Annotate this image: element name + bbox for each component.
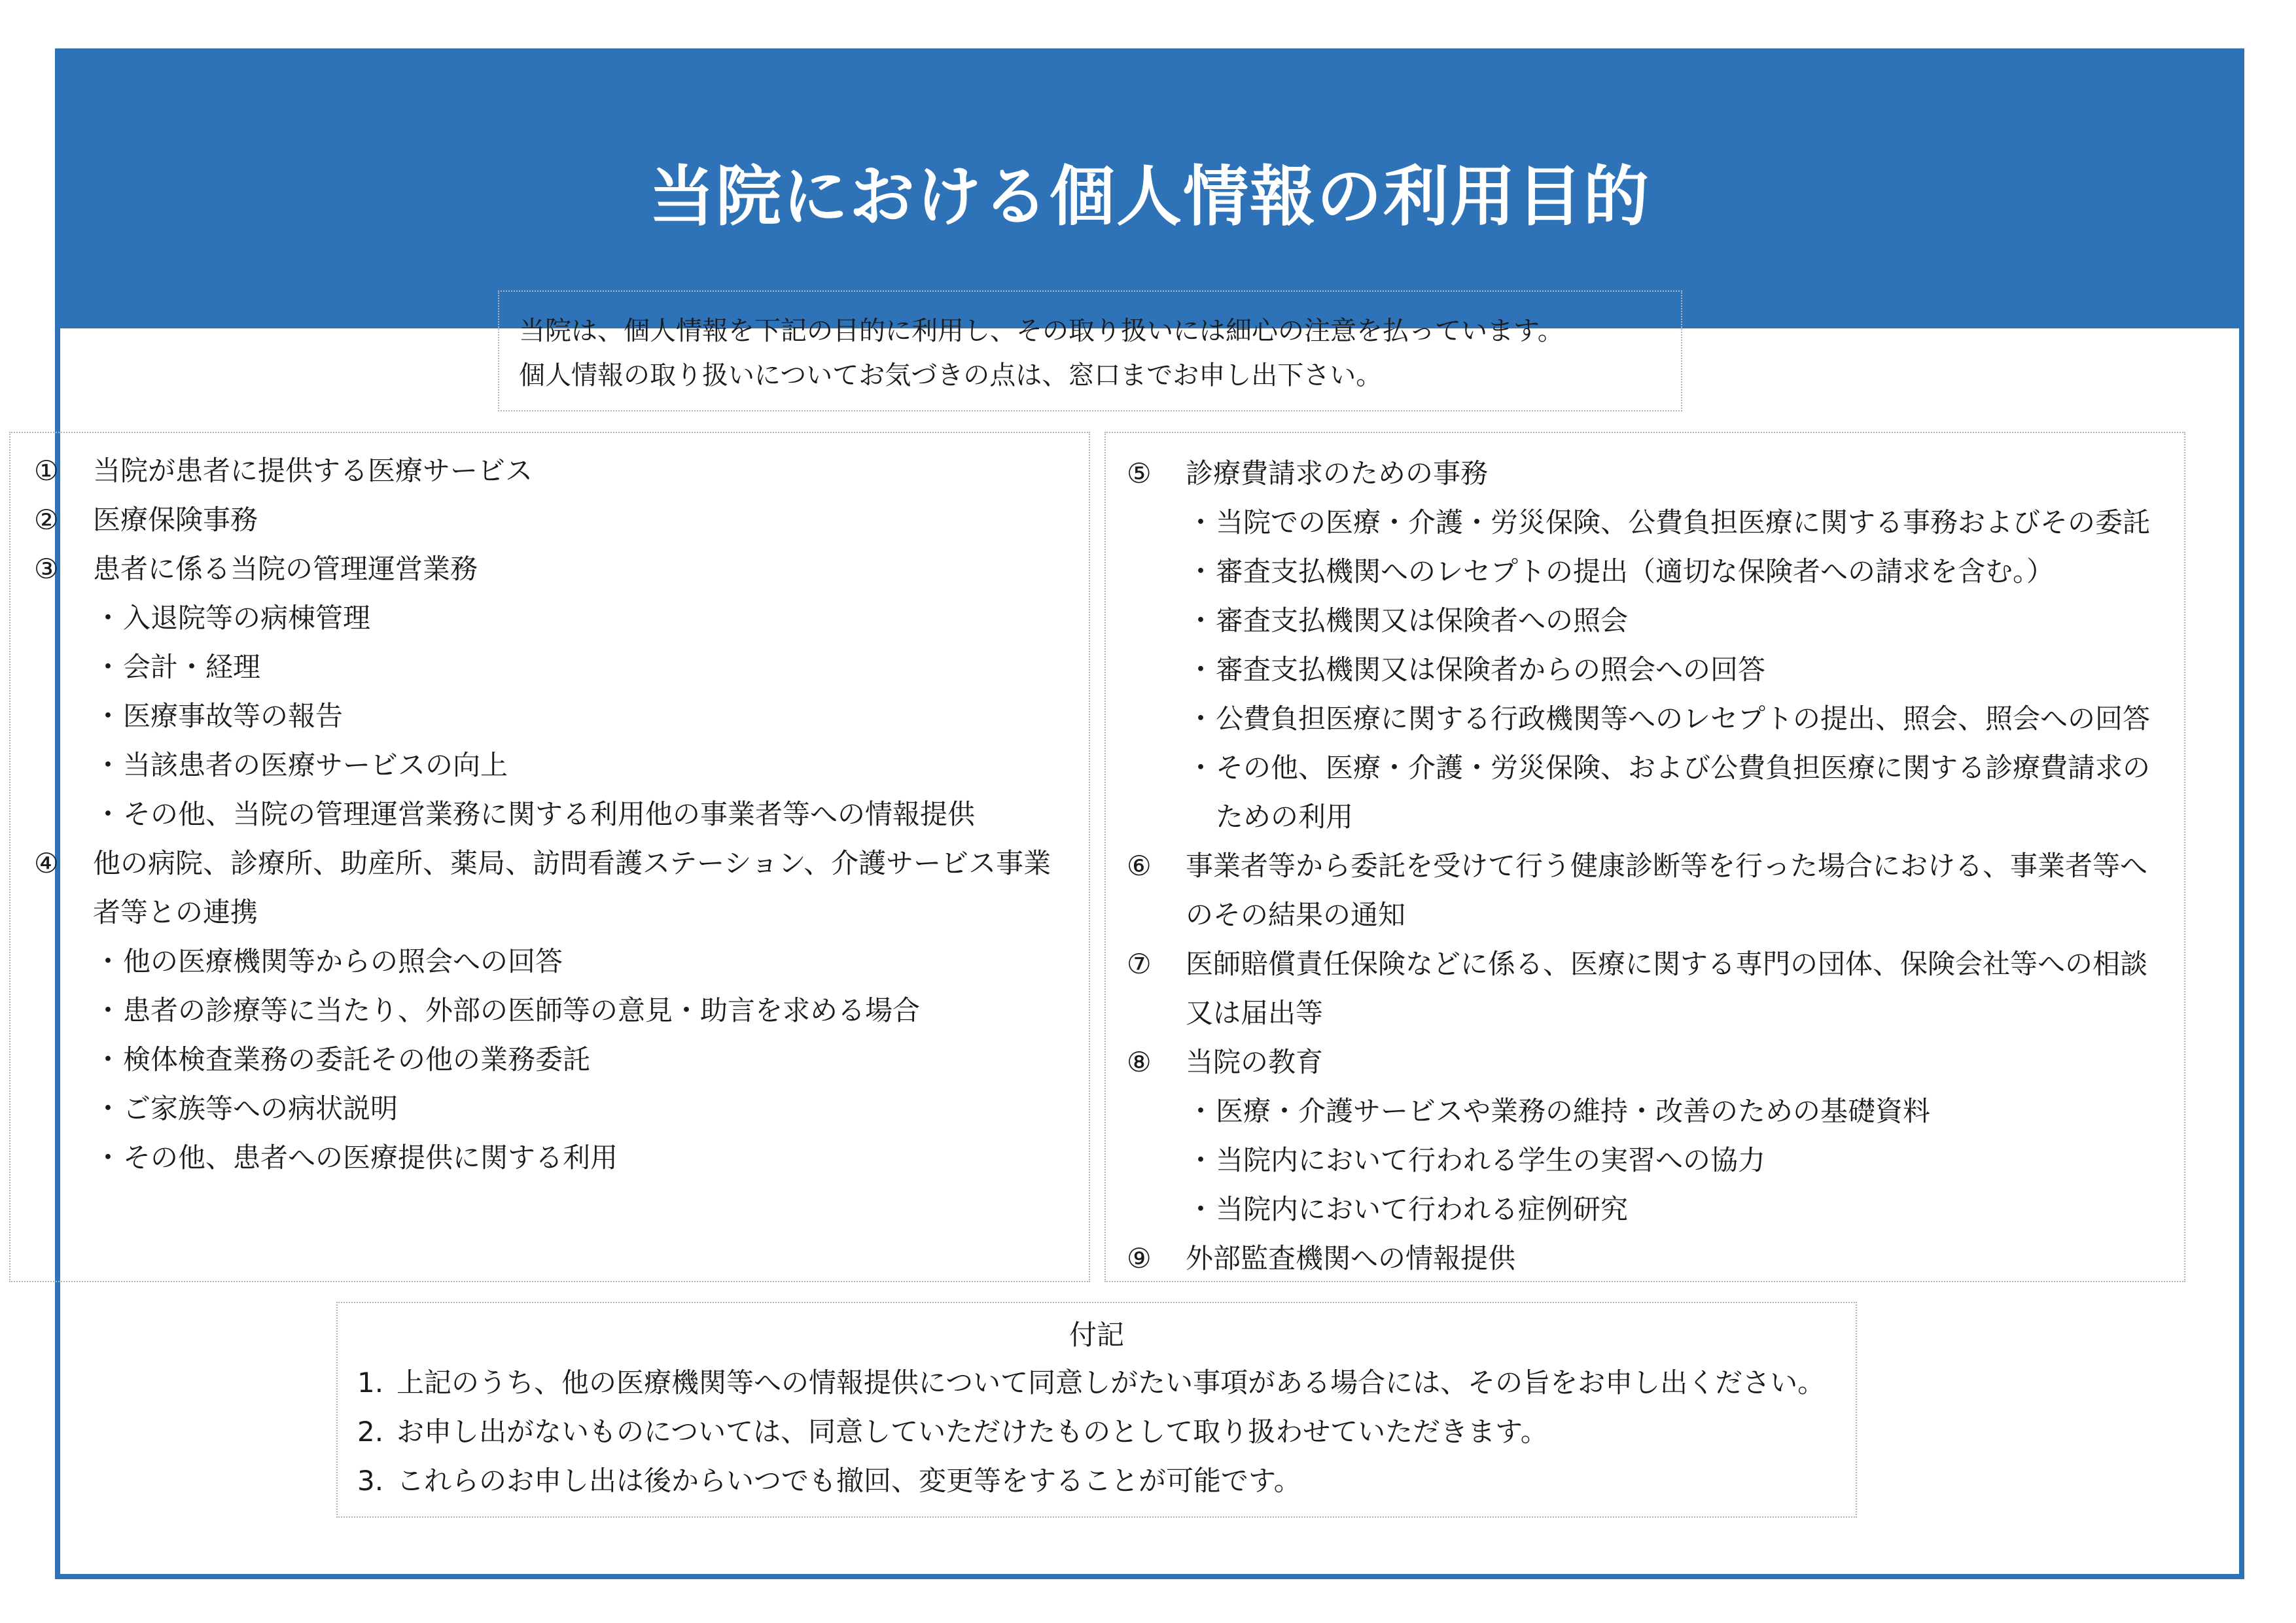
item-number: ④ <box>34 847 59 879</box>
purpose-item <box>1127 841 2184 939</box>
bullet: ・ <box>1186 604 1214 637</box>
bullet: ・ <box>1186 1193 1214 1225</box>
sub-item-text: 会計・経理 <box>123 651 261 683</box>
sub-item-text: 当院内において行われる症例研究 <box>1216 1193 1629 1225</box>
sub-item <box>34 790 1089 839</box>
sub-item-text: 当院での医療・介護・労災保険、公費負担医療に関する事務およびその委託 <box>1216 506 2151 538</box>
sub-item-text: 患者の診療等に当たり、外部の医師等の意見・助言を求める場合 <box>123 994 921 1026</box>
note-item <box>338 1407 1856 1456</box>
sub-item <box>34 741 1089 790</box>
sub-item <box>34 691 1089 741</box>
bullet: ・ <box>94 1092 122 1125</box>
sub-item <box>34 1035 1089 1084</box>
intro-line: 個人情報の取り扱いについてお気づきの点は、窓口までお申し出下さい。 <box>519 360 1383 391</box>
intro-box <box>498 290 1682 411</box>
purpose-item <box>1127 449 2184 498</box>
note-text: 上記のうち、他の医療機関等への情報提供について同意しがたい事項がある場合には、その旨をお申し出ください。 <box>397 1367 1826 1399</box>
note-number: 1. <box>357 1367 384 1399</box>
purpose-item <box>1127 1038 2184 1087</box>
bullet: ・ <box>94 798 122 830</box>
item-number: ⑨ <box>1127 1242 1152 1274</box>
sub-item <box>34 1133 1089 1182</box>
sub-item <box>1127 743 2184 841</box>
item-text: 医師賠償責任保険などに係る、医療に関する専門の団体、保険会社等への相談又は届出等 <box>1186 948 2148 1029</box>
sub-item <box>1127 498 2184 547</box>
note-text: これらのお申し出は後からいつでも撤回、変更等をすることが可能です。 <box>397 1465 1301 1497</box>
sub-item <box>34 986 1089 1035</box>
item-text: 事業者等から委託を受けて行う健康診断等を行った場合における、事業者等へのその結果の通知 <box>1186 850 2148 931</box>
note-text: お申し出がないものについては、同意していただけたものとして取り扱わせていただきます。 <box>397 1416 1548 1448</box>
item-text: 当院の教育 <box>1186 1046 1324 1078</box>
sub-item-text: 他の医療機関等からの照会への回答 <box>123 945 563 977</box>
sub-item <box>1127 1136 2184 1185</box>
sub-item-text: 入退院等の病棟管理 <box>123 602 371 634</box>
item-number: ③ <box>34 553 59 585</box>
bullet: ・ <box>94 994 122 1026</box>
purpose-item <box>34 495 1089 544</box>
bullet: ・ <box>1186 654 1214 686</box>
sub-item <box>34 642 1089 691</box>
item-number: ⑦ <box>1127 948 1152 980</box>
sub-item-text: その他、当院の管理運営業務に関する利用他の事業者等への情報提供 <box>123 798 976 830</box>
item-number: ② <box>34 504 59 536</box>
item-text: 診療費請求のための事務 <box>1186 457 1489 489</box>
item-text: 医療保険事務 <box>93 504 258 536</box>
sub-item-text: 医療・介護サービスや業務の維持・改善のための基礎資料 <box>1216 1095 1931 1127</box>
bullet: ・ <box>94 1043 122 1075</box>
sub-item <box>1127 1185 2184 1234</box>
page-title: 当院における個人情報の利用目的 <box>649 158 1650 235</box>
purpose-item <box>1127 939 2184 1038</box>
right-purpose-box <box>1104 432 2185 1282</box>
item-number: ⑥ <box>1127 850 1152 882</box>
notes-title: 付記 <box>1069 1319 1124 1351</box>
item-text: 外部監査機関への情報提供 <box>1186 1242 1516 1274</box>
notes-box <box>336 1302 1857 1518</box>
item-number: ① <box>34 455 59 487</box>
sub-item-text: 検体検査業務の委託その他の業務委託 <box>123 1043 591 1075</box>
sub-item <box>1127 645 2184 694</box>
note-number: 2. <box>357 1416 384 1448</box>
item-text: 当院が患者に提供する医療サービス <box>93 455 533 487</box>
sub-item <box>1127 694 2184 743</box>
sub-item-text: 当該患者の医療サービスの向上 <box>123 749 508 781</box>
sub-item-text: 審査支払機関へのレセプトの提出（適切な保険者への請求を含む。） <box>1216 555 2055 587</box>
bullet: ・ <box>1186 752 1214 784</box>
item-number: ⑧ <box>1127 1046 1152 1078</box>
bullet: ・ <box>1186 703 1214 735</box>
sub-item <box>34 1084 1089 1133</box>
bullet: ・ <box>1186 506 1214 538</box>
header-banner <box>60 54 2239 328</box>
purpose-item <box>34 446 1089 495</box>
bullet: ・ <box>94 651 122 683</box>
sub-item-text: 当院内において行われる学生の実習への協力 <box>1216 1144 1766 1176</box>
bullet: ・ <box>94 1142 122 1174</box>
note-item <box>338 1456 1856 1505</box>
item-text: 他の病院、診療所、助産所、薬局、訪問看護ステーション、介護サービス事業者等との連携 <box>93 847 1051 928</box>
sub-item-text: 医療事故等の報告 <box>123 700 344 732</box>
intro-line: 当院は、個人情報を下記の目的に利用し、その取り扱いには細心の注意を払っています。 <box>519 316 1564 346</box>
bullet: ・ <box>94 700 122 732</box>
sub-item-text: その他、患者への医療提供に関する利用 <box>123 1142 618 1174</box>
bullet: ・ <box>1186 555 1214 587</box>
sub-item-text: 公費負担医療に関する行政機関等へのレセプトの提出、照会、照会への回答 <box>1216 703 2151 735</box>
sub-item-text: その他、医療・介護・労災保険、および公費負担医療に関する診療費請求のための利用 <box>1216 752 2151 833</box>
bullet: ・ <box>1186 1144 1214 1176</box>
purpose-item <box>34 839 1089 937</box>
bullet: ・ <box>1186 1095 1214 1127</box>
bullet: ・ <box>94 945 122 977</box>
sub-item <box>34 593 1089 642</box>
purpose-item <box>34 544 1089 593</box>
note-number: 3. <box>357 1465 384 1497</box>
item-number: ⑤ <box>1127 457 1152 489</box>
sub-item <box>1127 547 2184 596</box>
bullet: ・ <box>94 602 122 634</box>
sub-item-text: 審査支払機関又は保険者への照会 <box>1216 604 1629 637</box>
left-purpose-box <box>9 432 1090 1282</box>
sub-item <box>1127 1087 2184 1136</box>
bullet: ・ <box>94 749 122 781</box>
sub-item-text: ご家族等への病状説明 <box>123 1092 398 1125</box>
sub-item <box>1127 596 2184 645</box>
item-text: 患者に係る当院の管理運営業務 <box>93 553 478 585</box>
purpose-item <box>1127 1234 2184 1283</box>
sub-item-text: 審査支払機関又は保険者からの照会への回答 <box>1216 654 1766 686</box>
sub-item <box>34 937 1089 986</box>
note-item <box>338 1358 1856 1407</box>
